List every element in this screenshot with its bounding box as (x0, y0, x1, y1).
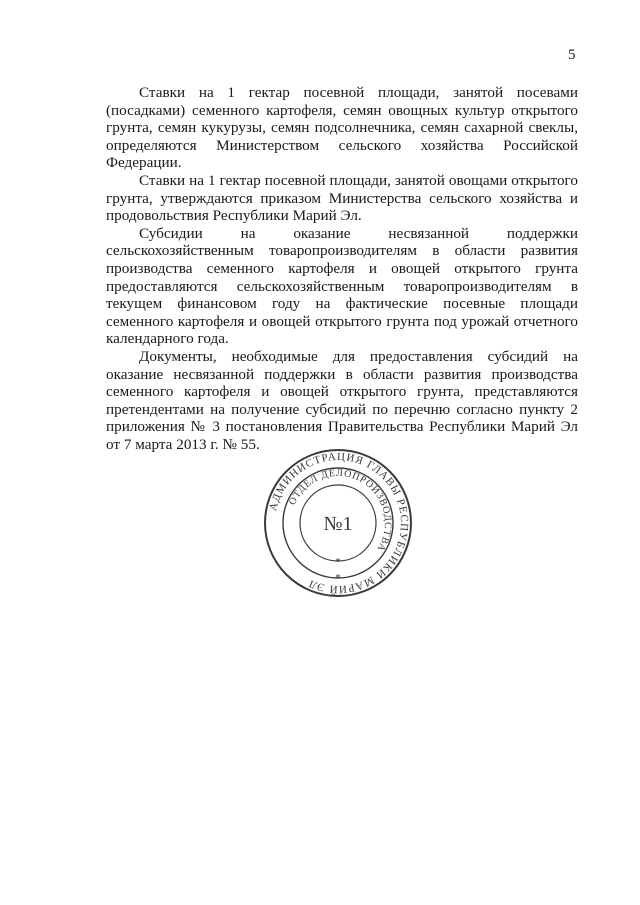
paragraph-rates-regional: Ставки на 1 гектар посевной площади, занятой овощами открытого грунта, утверждаются приказом Министерства сельского хозяйства и продовольствия Республики Марий Эл. (106, 171, 578, 225)
stamp-outer-text: АДМИНИСТРАЦИЯ ГЛАВЫ РЕСПУБЛИКИ МАРИЙ ЭЛ (267, 450, 411, 596)
document-body (106, 84, 578, 453)
page-number: 5 (568, 47, 576, 63)
paragraph-documents: Документы, необходимые для предоставления субсидий на оказание несвязанной поддержки в области развития производства семенного картофеля и овощей открытого грунта, представляются претендентами на получение субсидий по перечню согласно пункту 2 приложения № 3 постановления Правительства Республики Марий Эл от 7 марта 2013 г. № 55. (106, 347, 578, 453)
paragraph-rates-federal: Ставки на 1 гектар посевной площади, занятой посевами (посадками) семенного картофеля, семян овощных культур открытого грунта, семян кукурузы, семян подсолнечника, семян сахарной свеклы, определяются Министерством сельского хозяйства Российской Федерации. (106, 84, 578, 172)
official-stamp (262, 447, 414, 599)
stamp-center-text: №1 (323, 513, 353, 535)
stamp-star-inner: * (335, 556, 341, 568)
stamp-star-outer: * (335, 572, 341, 584)
paragraph-subsidies: Субсидии на оказание несвязанной поддержки сельскохозяйственным товаропроизводителям в области развития производства семенного картофеля и овощей открытого грунта предоставляются сельскохозяйственным товаропроизводителям в текущем финансовом году на фактические посевные площади семенного картофеля и овощей открытого грунта под урожай отчетного календарного года. (106, 224, 578, 348)
stamp-inner-text: ОТДЕЛ ДЕЛОПРОИЗВОДСТВА (286, 467, 394, 554)
stamp-seal (262, 447, 414, 599)
